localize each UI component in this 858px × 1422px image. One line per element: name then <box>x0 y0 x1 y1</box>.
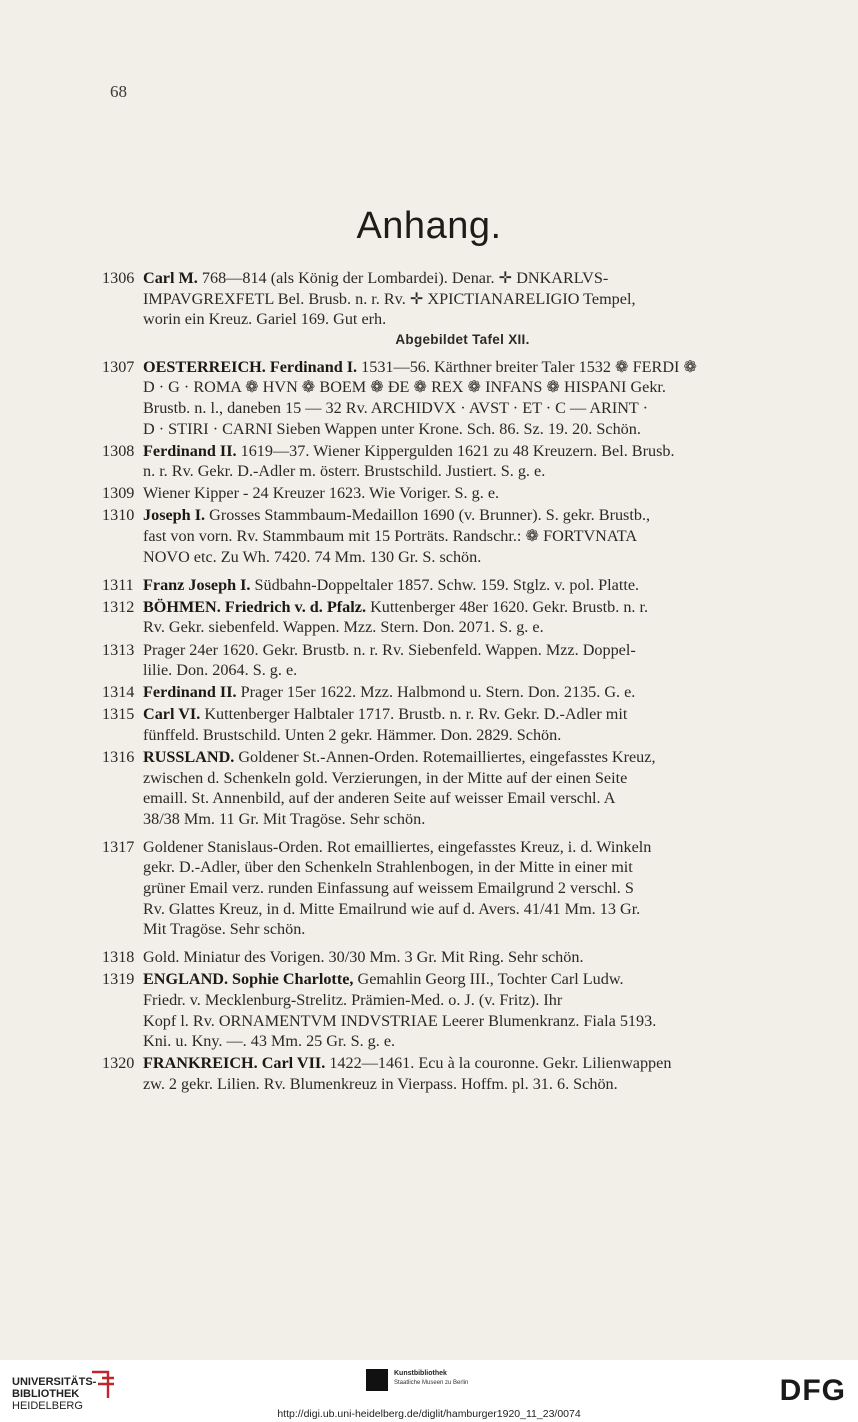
entry-line: Kopf l. Rv. ORNAMENTVM INDVSTRIAE Leerer Blumenkranz. Fiala 5193. <box>143 1011 657 1030</box>
catalog-entry <box>100 357 825 439</box>
entry-line: lilie. Don. 2064. S. g. e. <box>143 661 298 680</box>
entry-line: n. r. Rv. Gekr. D.-Adler m. österr. Brustschild. Justiert. S. g. e. <box>143 462 546 481</box>
entry-text <box>143 575 825 596</box>
entry-text <box>143 947 825 968</box>
entry-line: FRANKREICH. Carl VII. 1422—1461. Ecu à la couronne. Gekr. Lilienwappen <box>143 1054 672 1073</box>
kb-subtitle: Staatliche Museen zu Berlin <box>394 1380 469 1386</box>
entry-number: 1314 <box>102 683 135 702</box>
entry-number: 1316 <box>102 747 135 766</box>
entry-line: Prager 24er 1620. Gekr. Brustb. n. r. Rv. Siebenfeld. Wappen. Mzz. Doppel- <box>143 640 636 659</box>
source-url-link[interactable]: http://digi.ub.uni-heidelberg.de/diglit/hamburger1920_11_23/0074 <box>277 1408 581 1420</box>
entry-line: Franz Joseph I. Südbahn-Doppeltaler 1857. Schw. 159. Stglz. v. pol. Platte. <box>143 575 640 594</box>
library-line-1: UNIVERSITÄTS- <box>12 1376 97 1388</box>
entry-number: 1313 <box>102 640 135 659</box>
entry-line: IMPAVGREXFETL Bel. Brusb. n. r. Rv. ✛ XPICTIANARELIGIO Tempel, <box>143 289 636 308</box>
entry-line: Wiener Kipper - 24 Kreuzer 1623. Wie Voriger. S. g. e. <box>143 484 500 503</box>
entry-number: 1318 <box>102 948 135 967</box>
entry-line: fast von vorn. Rv. Stammbaum mit 15 Porträts. Randschr.: ❁ FORTVNATA <box>143 527 638 546</box>
catalog-entry <box>100 441 825 482</box>
entry-line: gekr. D.-Adler, über den Schenkeln Strahlenbogen, in der Mitte in einer mit <box>143 858 633 877</box>
entry-number: 1315 <box>102 705 135 724</box>
entry-line: Rv. Glattes Kreuz, in d. Mitte Emailrund wie auf d. Avers. 41/41 Mm. 13 Gr. <box>143 899 641 918</box>
catalog-entry <box>100 947 825 968</box>
catalog-entry <box>100 505 825 567</box>
entry-line: Mit Tragöse. Sehr schön. <box>143 920 306 939</box>
entry-line: Kni. u. Kny. —. 43 Mm. 25 Gr. S. g. e. <box>143 1032 396 1051</box>
catalog-entry <box>100 682 825 703</box>
catalog-entry <box>100 268 825 330</box>
entry-text <box>143 682 825 703</box>
entry-text <box>143 837 825 940</box>
entry-line: zwischen d. Schenkeln gold. Verzierungen, in der Mitte auf der einen Seite <box>143 768 628 787</box>
entry-line: 38/38 Mm. 11 Gr. Mit Tragöse. Sehr schön. <box>143 809 426 828</box>
kunstbibliothek-icon <box>366 1369 388 1391</box>
entry-line: grüner Email verz. runden Einfassung auf weissem Emailgrund 2 verschl. S <box>143 879 634 898</box>
entry-line: worin ein Kreuz. Gariel 169. Gut erh. <box>143 310 387 329</box>
entry-text <box>143 1053 825 1094</box>
catalog-entry <box>100 597 825 638</box>
entry-line: Ferdinand II. 1619—37. Wiener Kippergulden 1621 zu 48 Kreuzern. Bel. Brusb. <box>143 441 675 460</box>
entry-text <box>143 357 825 439</box>
catalog-entry <box>100 1053 825 1094</box>
entry-number: 1310 <box>102 506 135 525</box>
entry-text <box>143 640 825 681</box>
entry-line: NOVO etc. Zu Wh. 7420. 74 Mm. 130 Gr. S. schön. <box>143 547 482 566</box>
library-logo-text[interactable] <box>12 1376 96 1412</box>
entry-line: fünffeld. Brustschild. Unten 2 gekr. Hämmer. Don. 2829. Schön. <box>143 725 562 744</box>
catalog-entry <box>100 747 825 829</box>
entry-number: 1307 <box>102 357 135 376</box>
entry-line: Joseph I. Grosses Stammbaum-Medaillon 1690 (v. Brunner). S. gekr. Brustb., <box>143 506 651 525</box>
dfg-logo[interactable]: DFG <box>779 1374 846 1407</box>
entry-text <box>143 747 825 829</box>
entry-line: Gold. Miniatur des Vorigen. 30/30 Mm. 3 Gr. Mit Ring. Sehr schön. <box>143 948 584 967</box>
entry-number: 1312 <box>102 597 135 616</box>
entry-number: 1311 <box>102 575 134 594</box>
entry-number: 1317 <box>102 837 135 856</box>
entry-line: RUSSLAND. Goldener St.-Annen-Orden. Rotemailliertes, eingefasstes Kreuz, <box>143 747 656 766</box>
entry-number: 1306 <box>102 269 135 287</box>
entry-text <box>143 969 825 1051</box>
entry-line: zw. 2 gekr. Lilien. Rv. Blumenkreuz in Vierpass. Hoffm. pl. 31. 6. Schön. <box>143 1074 618 1093</box>
entry-line: Carl M. 768—814 (als König der Lombardei). Denar. ✛ DNKARLVS- <box>143 269 609 287</box>
entry-text <box>143 597 825 638</box>
entry-text <box>143 704 825 745</box>
entry-line: Friedr. v. Mecklenburg-Strelitz. Prämien-Med. o. J. (v. Fritz). Ihr <box>143 991 563 1009</box>
entry-text <box>143 441 825 482</box>
entry-line: Goldener Stanislaus-Orden. Rot emailliertes, eingefasstes Kreuz, i. d. Winkeln <box>143 837 652 856</box>
entry-line: D · STIRI · CARNI Sieben Wappen unter Krone. Sch. 86. Sz. 19. 20. Schön. <box>143 419 641 438</box>
entry-line: OESTERREICH. Ferdinand I. 1531—56. Kärthner breiter Taler 1532 ❁ FERDI ❁ <box>143 357 698 376</box>
entry-line: D · G · ROMA ❁ HVN ❁ BOEM ❁ ÐE ❁ REX ❁ INFANS ❁ HISPANI Gekr. <box>143 378 666 397</box>
entry-number: 1320 <box>102 1054 135 1073</box>
entry-text <box>143 483 825 504</box>
catalog-entries <box>100 268 825 1096</box>
entry-text <box>143 268 825 330</box>
entry-line: Brustb. n. l., daneben 15 — 32 Rv. ARCHIDVX · AVST · ET · C — ARINT · <box>143 398 648 417</box>
page-number: 68 <box>110 82 127 101</box>
entry-line: Ferdinand II. Prager 15er 1622. Mzz. Halbmond u. Stern. Don. 2135. G. e. <box>143 683 636 702</box>
library-line-2: BIBLIOTHEK <box>12 1388 80 1400</box>
catalog-entry <box>100 640 825 681</box>
entry-line: emaill. St. Annenbild, auf der anderen Seite auf weisser Email verschl. A <box>143 789 616 808</box>
entry-line: ENGLAND. Sophie Charlotte, Gemahlin Georg III., Tochter Carl Ludw. <box>143 970 624 989</box>
catalog-entry <box>100 837 825 940</box>
plate-reference: Abgebildet Tafel XII. <box>395 331 530 347</box>
entry-line: Rv. Gekr. siebenfeld. Wappen. Mzz. Stern. Don. 2071. S. g. e. <box>143 618 544 637</box>
library-line-3: HEIDELBERG <box>12 1400 83 1412</box>
page-title: Anhang. <box>356 205 502 247</box>
entry-line: Carl VI. Kuttenberger Halbtaler 1717. Brustb. n. r. Rv. Gekr. D.-Adler mit <box>143 705 628 724</box>
entry-number: 1319 <box>102 970 135 989</box>
kb-title: Kunstbibliothek <box>394 1370 447 1377</box>
entry-line: BÖHMEN. Friedrich v. d. Pfalz. Kuttenberger 48er 1620. Gekr. Brustb. n. r. <box>143 597 649 616</box>
entry-number: 1308 <box>102 441 135 460</box>
library-logo-icon[interactable] <box>88 1368 118 1402</box>
catalog-entry <box>100 483 825 504</box>
catalog-entry <box>100 575 825 596</box>
entry-text <box>143 505 825 567</box>
entry-number: 1309 <box>102 484 135 503</box>
catalog-entry <box>100 969 825 1051</box>
catalog-entry <box>100 704 825 745</box>
